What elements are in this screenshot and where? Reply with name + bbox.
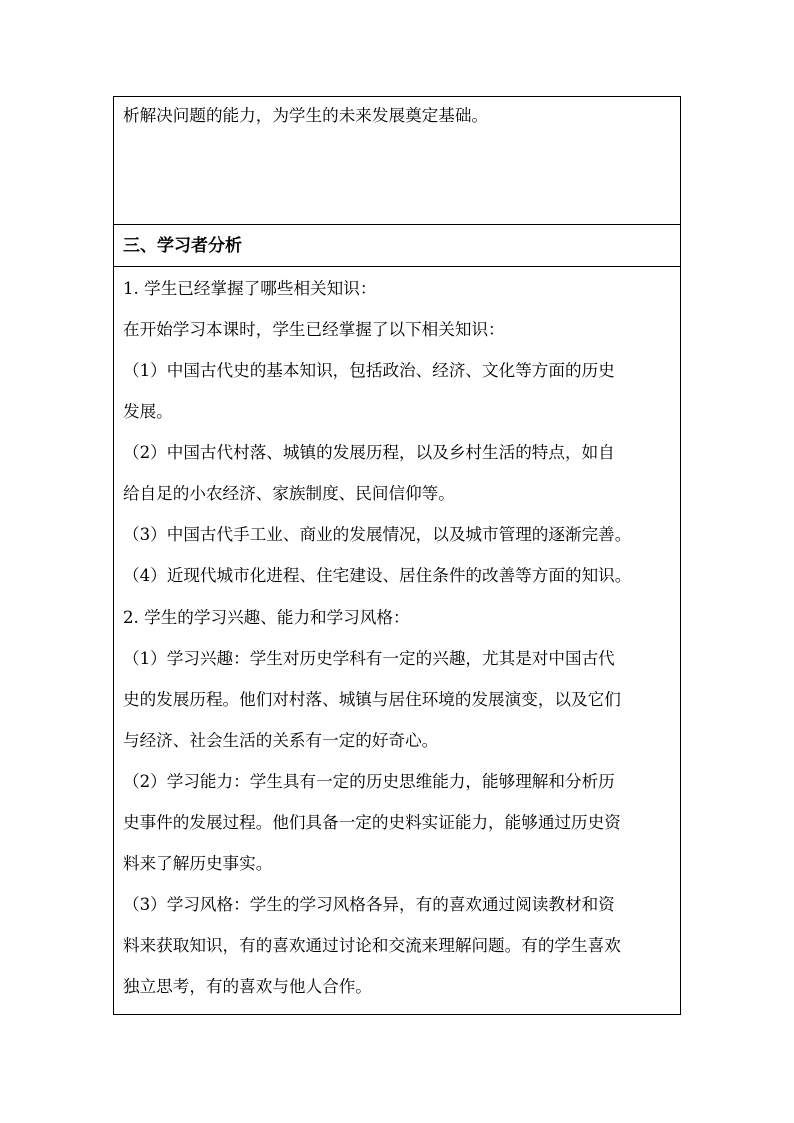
paragraph-line: 给自足的小农经济、家族制度、民间信仰等。 <box>123 484 455 503</box>
paragraph-line: 料来了解历史事实。 <box>123 854 273 873</box>
paragraph-line: （3）中国古代手工业、商业的发展情况，以及城市管理的逐渐完善。 <box>123 525 632 544</box>
section-heading: 三、学习者分析 <box>123 236 242 256</box>
paragraph-line: 1. 学生已经掌握了哪些相关知识： <box>123 279 377 298</box>
paragraph-line: （2）中国古代村落、城镇的发展历程，以及乡村生活的特点，如自 <box>123 443 615 462</box>
paragraph-line: （2）学习能力：学生具有一定的历史思维能力，能够理解和分析历 <box>123 772 615 791</box>
lesson-plan-table <box>113 96 681 1015</box>
paragraph-line: 在开始学习本课时，学生已经掌握了以下相关知识： <box>123 320 505 339</box>
paragraph-line: （1）中国古代史的基本知识，包括政治、经济、文化等方面的历史 <box>123 361 615 380</box>
paragraph-line: （4）近现代城市化进程、住宅建设、居住条件的改善等方面的知识。 <box>123 566 632 585</box>
paragraph-line: 与经济、社会生活的关系有一定的好奇心。 <box>123 731 439 750</box>
paragraph-line: 析解决问题的能力，为学生的未来发展奠定基础。 <box>123 106 489 125</box>
paragraph-line: 独立思考，有的喜欢与他人合作。 <box>123 977 372 996</box>
paragraph-line: 料来获取知识，有的喜欢通过讨论和交流来理解问题。有的学生喜欢 <box>123 936 621 955</box>
paragraph-line: （3）学习风格：学生的学习风格各异，有的喜欢通过阅读教材和资 <box>123 895 615 914</box>
paragraph-line: 2. 学生的学习兴趣、能力和学习风格： <box>123 608 410 627</box>
goals-continuation-cell <box>114 97 680 225</box>
paragraph-line: 发展。 <box>123 402 173 421</box>
paragraph-line: 史的发展历程。他们对村落、城镇与居住环境的发展演变，以及它们 <box>123 690 621 709</box>
paragraph-line: 史事件的发展过程。他们具备一定的史料实证能力，能够通过历史资 <box>123 813 621 832</box>
learner-analysis-content-cell <box>114 267 680 1014</box>
learner-analysis-heading-cell <box>114 225 680 267</box>
paragraph-line: （1）学习兴趣：学生对历史学科有一定的兴趣，尤其是对中国古代 <box>123 649 615 668</box>
